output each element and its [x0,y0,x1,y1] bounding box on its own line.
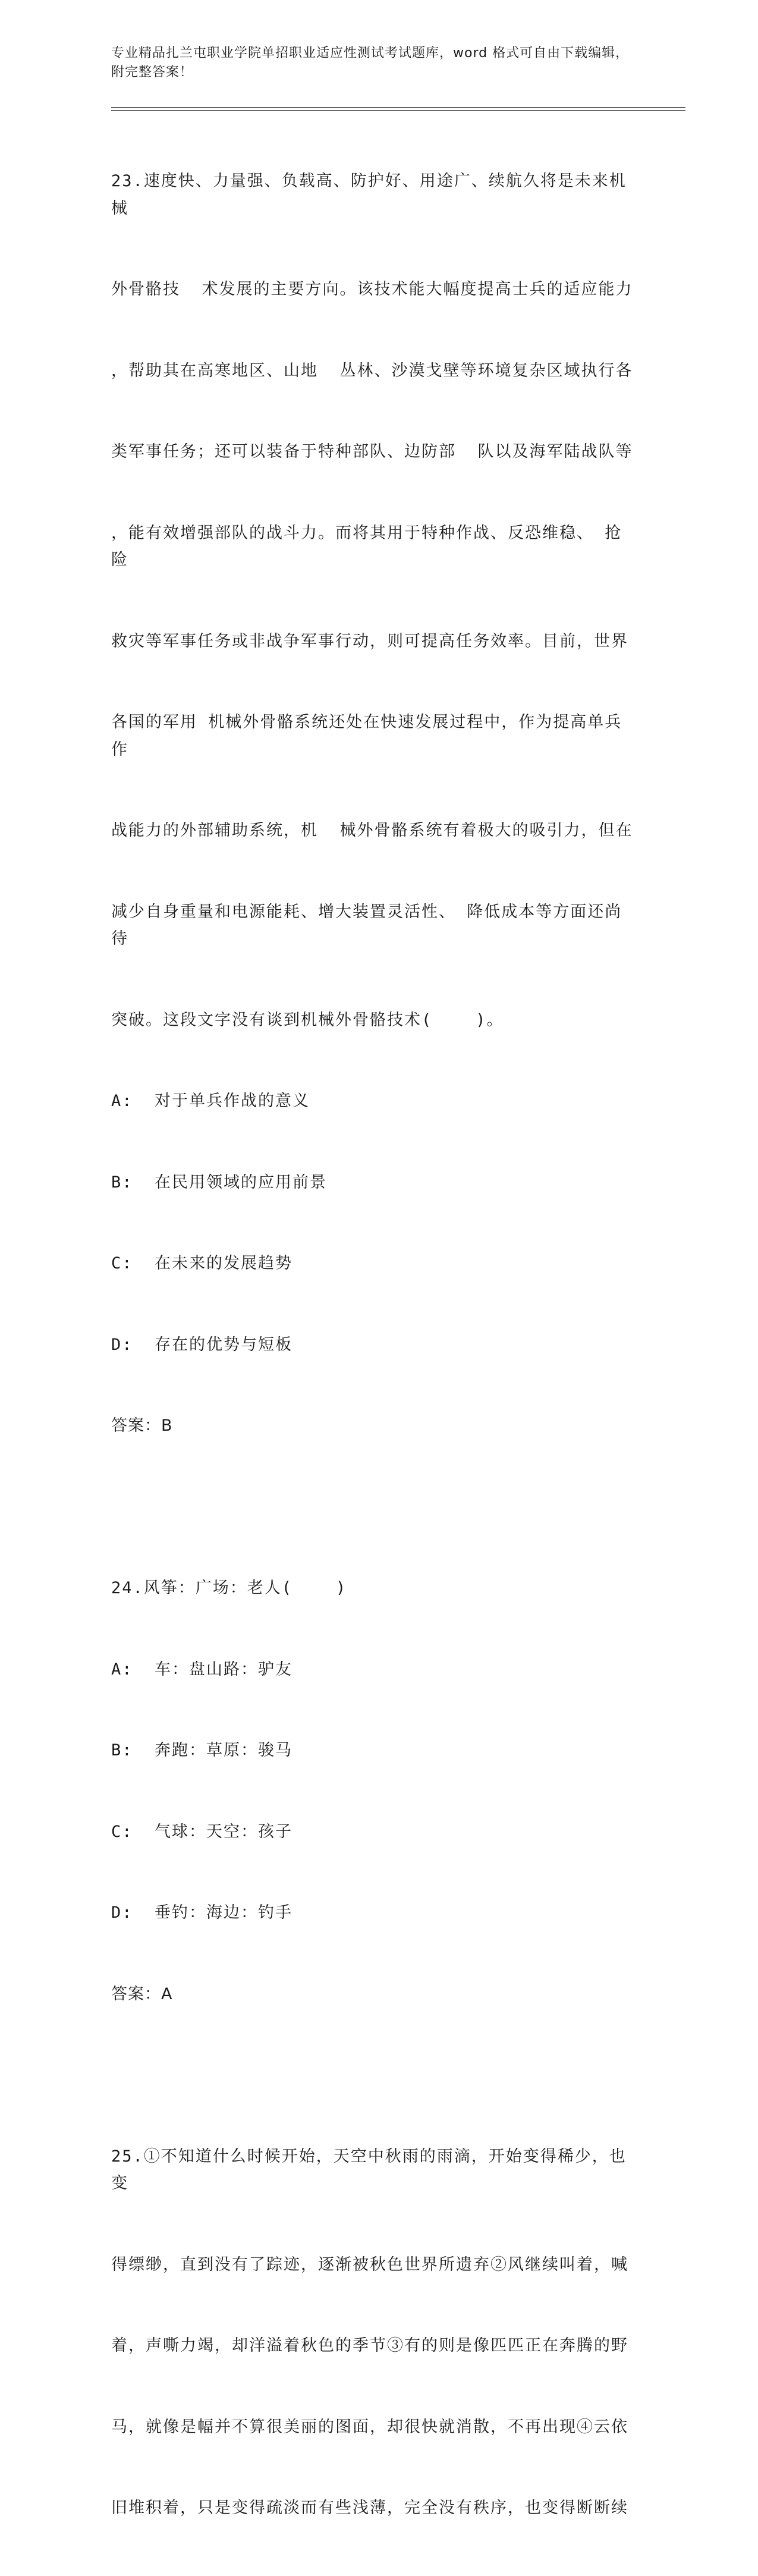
answer-label: 答案：B [111,1416,173,1435]
question-list [111,114,634,2576]
spacer [111,1494,634,1521]
question-text-line: ，帮助其在高寒地区、山地 丛林、沙漠戈壁等环境复杂区域执行各 [111,361,633,380]
question-text-line: 减少自身重量和电源能耗、增大装置灵活性、 降低成本等方面还尚待 [111,902,622,948]
header-divider-top [111,107,685,108]
option-a: A: 对于单兵作战的意义 [111,1092,310,1110]
question-text-line: 23.速度快、力量强、负载高、防护好、用途广、续航久将是未来机械 [111,172,627,218]
question-text-line: 类军事任务；还可以装备于特种部队、边防部 队以及海军陆战队等 [111,442,633,461]
question-text-line: 战能力的外部辅助系统，机 械外骨骼系统有着极大的吸引力，但在 [111,821,633,840]
question-25 [111,2089,634,2576]
question-text-line: 各国的军用 机械外骨骼系统还处在快速发展过程中，作为提高单兵作 [111,713,622,759]
question-text-line: 25.①不知道什么时候开始，天空中秋雨的雨滴，开始变得稀少，也变 [111,2147,627,2192]
answer-label: 答案：A [111,1984,173,2003]
question-text-line: 旧堆积着，只是变得疏淡而有些浅薄，完全没有秩序，也变得断断续 [111,2499,628,2517]
question-text-line: 得缥缈，直到没有了踪迹，逐渐被秋色世界所遗弃②风继续叫着，喊 [111,2255,628,2274]
question-text-line: ，能有效增强部队的战斗力。而将其用于特种作战、反恐维稳、 抢险 [111,523,622,569]
question-24 [111,1521,634,2062]
question-text-line: 外骨骼技 术发展的主要方向。该技术能大幅度提高士兵的适应能力 [111,280,633,299]
question-23 [111,114,634,1494]
question-text-line: 着，声嘶力竭，却洋溢着秋色的季节③有的则是像匹匹正在奔腾的野 [111,2336,628,2355]
option-d: D: 存在的优势与短板 [111,1335,293,1354]
question-text-line: 24.风筝：广场：老人( ) [111,1579,347,1597]
option-b: B: 在民用领域的应用前景 [111,1173,328,1192]
page-header [111,44,634,82]
question-text-line: 马，就像是幅并不算很美丽的图面，却很快就消散，不再出现④云依 [111,2417,628,2436]
option-c: C: 在未来的发展趋势 [111,1254,293,1273]
option-c: C: 气球：天空：孩子 [111,1822,293,1841]
option-d: D: 垂钓：海边：钓手 [111,1903,293,1922]
header-text: 专业精品扎兰屯职业学院单招职业适应性测试考试题库，word 格式可自由下载编辑，附完整答案！ [111,46,630,80]
option-b: B: 奔跑：草原：骏马 [111,1741,293,1760]
option-a: A: 车：盘山路：驴友 [111,1660,293,1679]
question-text-line: 突破。这段文字没有谈到机械外骨骼技术( )。 [111,1010,504,1029]
spacer [111,2062,634,2089]
question-text-line: 救灾等军事任务或非战争军事行动，则可提高任务效率。目前，世界 [111,632,628,651]
header-divider-bottom [111,110,685,111]
